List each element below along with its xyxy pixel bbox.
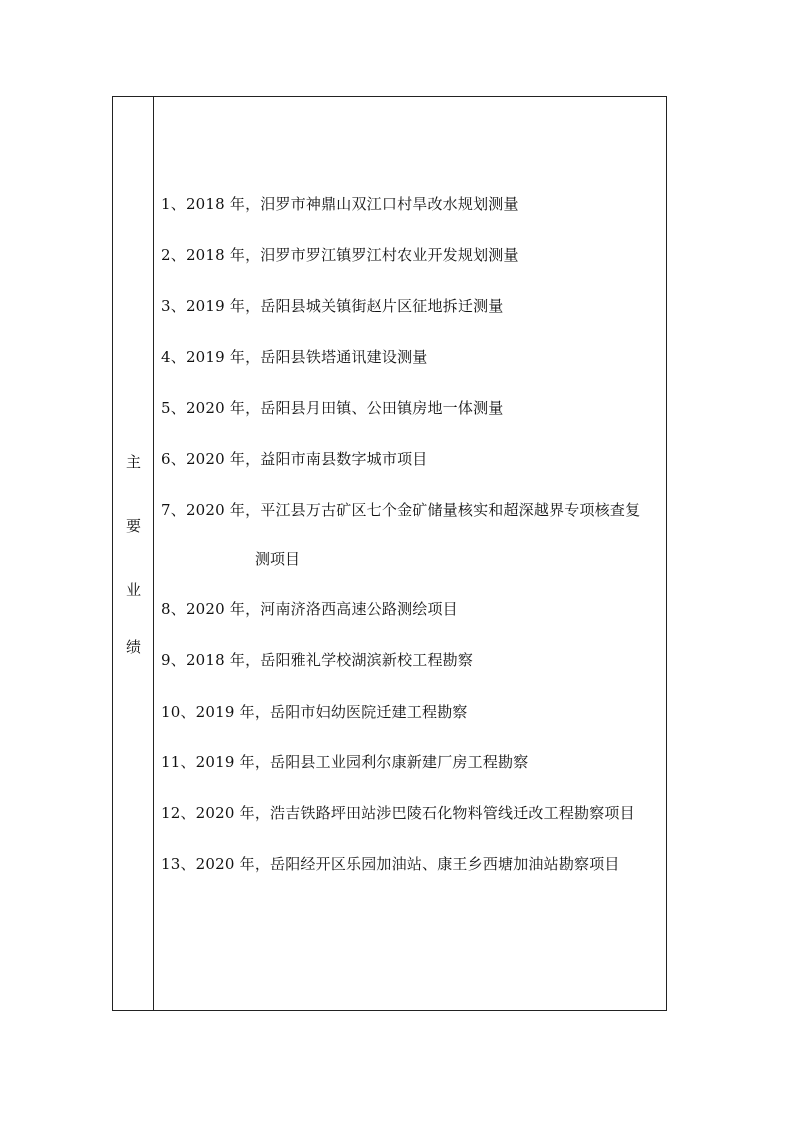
section-label-column	[113, 97, 154, 1010]
list-item: 9、2018 年，岳阳雅礼学校湖滨新校工程勘察	[161, 651, 474, 669]
list-item: 2、2018 年，汨罗市罗江镇罗江村农业开发规划测量	[161, 246, 519, 264]
section-label-char: 绩	[125, 638, 141, 656]
list-item: 5、2020 年，岳阳县月田镇、公田镇房地一体测量	[161, 399, 504, 417]
list-item: 13、2020 年，岳阳经开区乐园加油站、康王乡西塘加油站勘察项目	[161, 855, 620, 873]
section-label-char: 业	[125, 581, 141, 599]
project-list	[154, 97, 666, 1010]
list-item: 7、2020 年，平江县万古矿区七个金矿储量核实和超深越界专项核查复	[161, 501, 641, 519]
achievements-table	[112, 96, 667, 1011]
list-item: 8、2020 年，河南济洛西高速公路测绘项目	[161, 600, 458, 618]
section-label-char: 主	[125, 453, 141, 471]
list-item: 11、2019 年，岳阳县工业园利尔康新建厂房工程勘察	[161, 753, 529, 771]
list-item: 6、2020 年，益阳市南县数字城市项目	[161, 450, 428, 468]
section-label-char: 要	[125, 517, 141, 535]
list-item-continuation: 测项目	[255, 550, 301, 568]
list-item: 10、2019 年，岳阳市妇幼医院迁建工程勘察	[161, 703, 468, 721]
list-item: 1、2018 年，汨罗市神鼎山双江口村旱改水规划测量	[161, 195, 519, 213]
list-item: 4、2019 年，岳阳县铁塔通讯建设测量	[161, 348, 428, 366]
list-item: 3、2019 年，岳阳县城关镇街赵片区征地拆迁测量	[161, 297, 504, 315]
list-item: 12、2020 年，浩吉铁路坪田站涉巴陵石化物料管线迁改工程勘察项目	[161, 804, 635, 822]
